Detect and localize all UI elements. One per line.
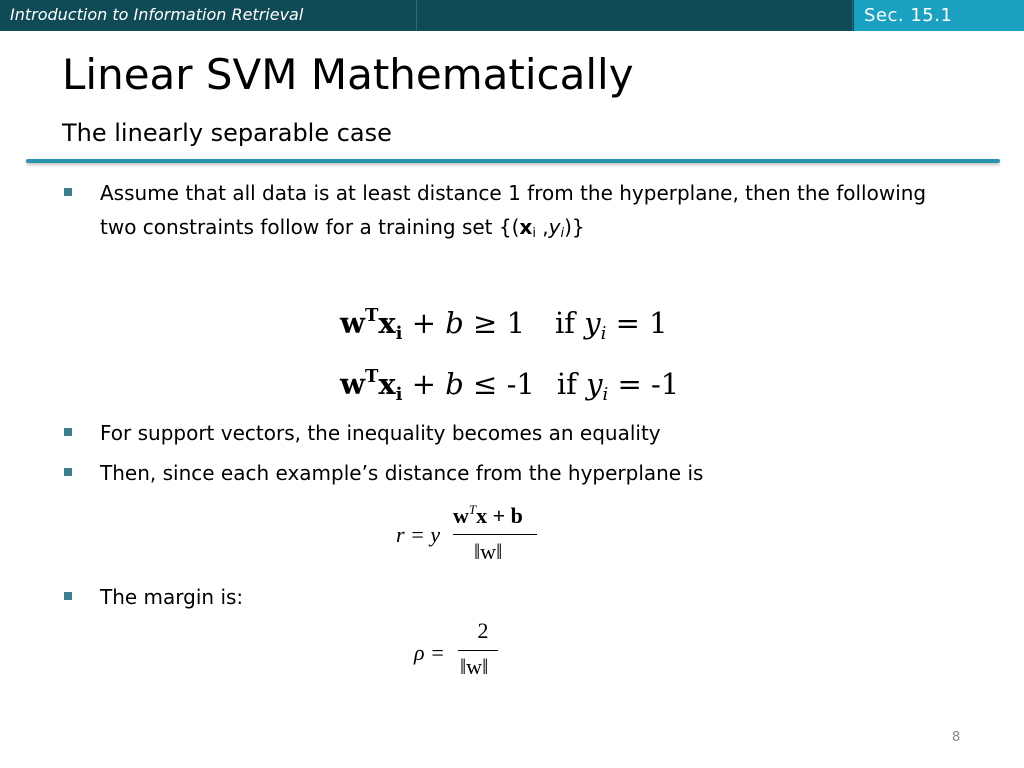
bullet-marker — [64, 188, 72, 196]
eq-transpose: T — [364, 366, 379, 387]
eq-sub-i: i — [602, 384, 609, 405]
formula-numerator: 2 — [477, 618, 489, 643]
title-rule — [26, 159, 1000, 163]
bullet-text — [100, 176, 960, 251]
fraction-bar — [453, 534, 537, 535]
eq-relation: ≤ -1 — [463, 367, 535, 401]
eq-plus: + — [402, 306, 446, 340]
slide-subtitle: The linearly separable case — [62, 119, 392, 147]
section-label: Sec. 15.1 — [854, 0, 1024, 31]
bullet-marker — [64, 592, 72, 600]
var-y: y — [548, 215, 561, 239]
formula-denominator: ‖w‖ — [460, 654, 489, 679]
eq-if: if — [556, 367, 587, 401]
formula-lhs: ρ = — [414, 640, 445, 665]
formula-lhs: r = y — [396, 522, 441, 547]
course-title: Introduction to Information Retrieval — [10, 5, 304, 24]
eq-rhs: = -1 — [608, 367, 680, 401]
subscript-i: i — [560, 226, 565, 241]
bullet-marker — [64, 428, 72, 436]
eq-relation: ≥ 1 — [463, 306, 526, 340]
eq-w: w — [340, 367, 365, 401]
eq-b: b — [445, 367, 464, 401]
bullet-text-start: Assume that all data is at least distance 1 from the hyperplane, then the following two constraints follow for a training set {( — [100, 181, 927, 239]
eq-sub-i: i — [395, 384, 403, 405]
eq-x: x — [378, 367, 396, 401]
eq-plus: + — [402, 367, 446, 401]
constraint-equation — [340, 366, 679, 405]
eq-if: if — [555, 306, 585, 340]
bullet-text: For support vectors, the inequality becomes an equality — [100, 421, 661, 445]
num-rest: x + b — [476, 503, 523, 528]
formula-numerator — [453, 502, 523, 529]
eq-sub-i: i — [600, 323, 607, 344]
margin-formula — [414, 618, 514, 698]
formula-denominator: ‖w‖ — [474, 539, 503, 564]
eq-x: x — [378, 306, 396, 340]
eq-rhs: = 1 — [606, 306, 668, 340]
header-divider — [416, 0, 417, 31]
eq-transpose: T — [364, 305, 379, 326]
page-number: 8 — [952, 730, 961, 745]
eq-y: y — [586, 367, 603, 401]
num-transpose: T — [468, 502, 477, 517]
constraint-equation — [340, 305, 668, 344]
bullet-text: Then, since each example’s distance from the hyperplane is — [100, 461, 704, 485]
fraction-bar — [458, 650, 498, 651]
header-divider — [852, 0, 853, 31]
distance-formula — [396, 500, 546, 580]
num-w: w — [453, 503, 469, 528]
slide-title: Linear SVM Mathematically — [62, 50, 634, 99]
eq-sub-i: i — [395, 323, 403, 344]
bullet-text: The margin is: — [100, 585, 244, 609]
header-bar — [0, 0, 1024, 31]
subscript-i: i — [532, 226, 536, 241]
bullet-marker — [64, 468, 72, 476]
eq-b: b — [445, 306, 464, 340]
var-x: x — [519, 215, 533, 239]
eq-y: y — [584, 306, 601, 340]
eq-w: w — [340, 306, 365, 340]
bullet-text-end: )} — [564, 215, 585, 239]
bullet-text-mid: , — [535, 215, 549, 239]
